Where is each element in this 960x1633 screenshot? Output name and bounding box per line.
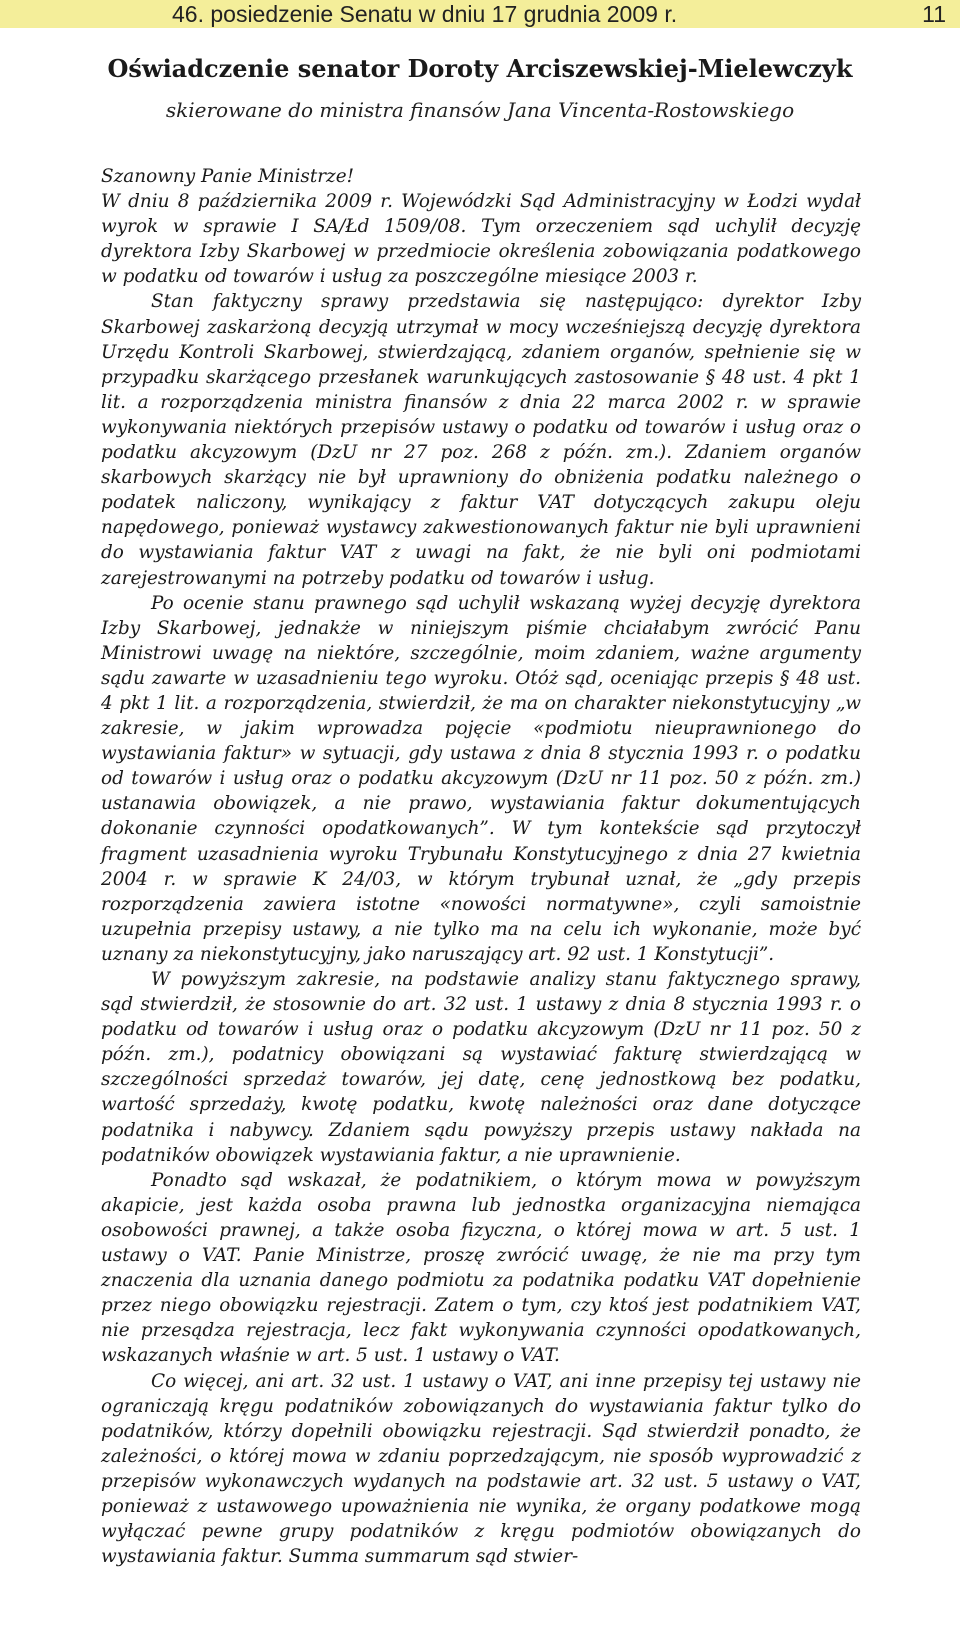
running-header — [0, 0, 960, 28]
paragraph-2: Stan faktyczny sprawy przedstawia się następująco: dyrektor Izby Skarbowej zaskarżoną decyzją utrzymał w mocy wcześniejszą decyzję dyrektora Urzędu Kontroli Skarbowej, stwierdzającą, zdaniem organów, spełnienie się w przypadku skarżącego przesłanek warunkujących zastosowanie § 48 ust. 4 pkt 1 lit. a rozporządzenia ministra finansów z dnia 22 marca 2002 r. w sprawie wykonywania niektórych przepisów ustawy o podatku od towarów i usług oraz o podatku akcyzowym (DzU nr 27 poz. 268 z późn. zm.). Zdaniem organów skarbowych skarżący nie był uprawniony do obniżenia podatku należnego o podatek naliczony, wynikający z faktur VAT dotyczących zakupu oleju napędowego, ponieważ wystawcy zakwestionowanych faktur nie byli uprawnieni do wystawiania faktur VAT z uwagi na fakt, że nie byli oni podmiotami zarejestrowanymi na potrzeby podatku od towarów i usług. — [101, 291, 861, 589]
statement-subtitle: skierowane do ministra finansów Jana Vincenta-Rostowskiego — [165, 98, 795, 122]
statement-title: Oświadczenie senator Doroty Arciszewskiej-Mielewczyk — [107, 54, 853, 83]
salutation: Szanowny Panie Ministrze! — [101, 166, 354, 187]
paragraph-3: Po ocenie stanu prawnego sąd uchylił wskazaną wyżej decyzję dyrektora Izby Skarbowej, jednakże w niniejszym piśmie chciałabym zwrócić Panu Ministrowi uwagę na niektóre, szczególnie, moim zdaniem, ważne argumenty sądu zawarte w uzasadnieniu tego wyroku. Otóż sąd, oceniając przepis § 48 ust. 4 pkt 1 lit. a rozporządzenia, stwierdził, że ma on charakter niekonstytucyjny „w zakresie, w jakim wprowadza pojęcie «podmiotu nieuprawnionego do wystawiania faktur» w sytuacji, gdy ustawa z dnia 8 stycznia 1993 r. o podatku od towarów i usług oraz o podatku akcyzowym (DzU nr 11 poz. 50 z późn. zm.) ustanawia obowiązek, a nie prawo, wystawiania faktur dokumentujących dokonanie czynności opodatkowanych”. W tym kontekście sąd przytoczył fragment uzasadnienia wyroku Trybunału Konstytucyjnego z dnia 27 kwietnia 2004 r. w sprawie K 24/03, w którym trybunał uznał, że „gdy przepis rozporządzenia zawiera istotne «nowości normatywne», czyli samoistnie uzupełnia przepisy ustawy, a nie tylko ma na celu ich wykonanie, może być uznany za niekonstytucyjny, jako naruszający art. 92 ust. 1 Konstytucji”. — [101, 592, 861, 965]
page-number: 11 — [922, 1, 946, 27]
running-title: 46. posiedzenie Senatu w dniu 17 grudnia 2009 r. — [172, 1, 678, 27]
paragraph-5: Ponadto sąd wskazał, że podatnikiem, o którym mowa w powyższym akapicie, jest każda osoba prawna lub jednostka organizacyjna niemająca osobowości prawnej, a także osoba fizyczna, o której mowa w art. 5 ust. 1 ustawy o VAT. Panie Ministrze, proszę zwrócić uwagę, że nie ma przy tym znaczenia dla uznania danego podmiotu za podatnika podatku VAT dopełnienie przez niego obowiązku rejestracji. Zatem o tym, czy ktoś jest podatnikiem VAT, nie przesądza rejestracja, lecz fakt wykonywania czynności opodatkowanych, wskazanych właśnie w art. 5 ust. 1 ustawy o VAT. — [101, 1169, 861, 1367]
paragraph-1: W dniu 8 października 2009 r. Wojewódzki Sąd Administracyjny w Łodzi wydał wyrok w sprawie I SA/Łd 1509/08. Tym orzeczeniem sąd uchylił decyzję dyrektora Izby Skarbowej w przedmiocie określenia zobowiązania podatkowego w podatku od towarów i usług za poszczególne miesiące 2003 r. — [101, 191, 861, 288]
paragraph-6: Co więcej, ani art. 32 ust. 1 ustawy o VAT, ani inne przepisy tej ustawy nie ograniczają kręgu podatników zobowiązanych do wystawiania faktur tylko do podatników, którzy dopełnili obowiązku rejestracji. Sąd stwierdził ponadto, że zależności, o której mowa w zdaniu poprzedzającym, nie sposób wyprowadzić z przepisów wykonawczych wydanych na podstawie art. 32 ust. 5 ustawy o VAT, ponieważ z ustawowego upoważnienia nie wynika, że organy podatkowe mogą wyłączać pewne grupy podatników z kręgu podmiotów obowiązanych do wystawiania faktur. Summa summarum sąd stwier- — [101, 1370, 861, 1568]
statement-body — [101, 164, 861, 1569]
paragraph-4: W powyższym zakresie, na podstawie analizy stanu faktycznego sprawy, sąd stwierdził, że stosownie do art. 32 ust. 1 ustawy z dnia 8 stycznia 1993 r. o podatku od towarów i usług oraz o podatku akcyzowym (DzU nr 11 poz. 50 z późn. zm.), podatnicy obowiązani są wystawiać fakturę stwierdzającą w szczególności sprzedaż towarów, jej datę, cenę jednostkową bez podatku, wartość sprzedaży, kwotę podatku, kwotę należności oraz dane dotyczące podatnika i nabywcy. Zdaniem sądu powyższy przepis ustawy nakłada na podatników obowiązek wystawiania faktur, a nie uprawnienie. — [101, 969, 861, 1166]
